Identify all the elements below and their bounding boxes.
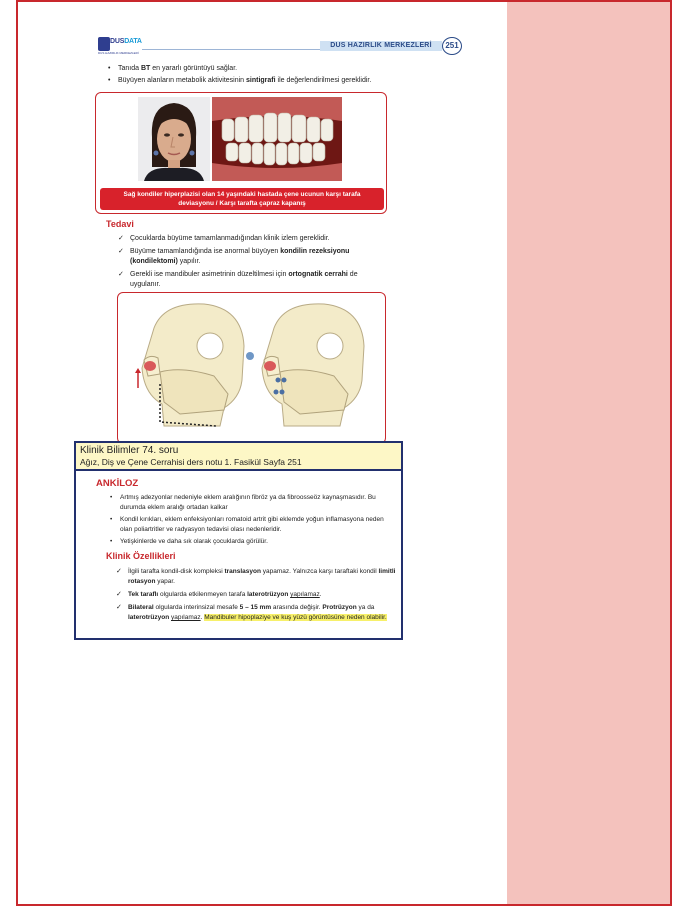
ankiloz-heading: ANKİLOZ xyxy=(96,478,139,489)
klinik-heading: Klinik Özellikleri xyxy=(106,551,176,561)
list-item: • Tanıda BT en yararlı görüntüyü sağlar. xyxy=(108,64,488,74)
figure-caption xyxy=(100,188,384,210)
logo-mark-icon xyxy=(98,37,110,51)
list-item: ✓ Gerekli ise mandibuler asimetrinin düzeltilmesi için ortognatik cerrahi de uygulanır. xyxy=(118,270,386,290)
header-section-label: DUS HAZIRLIK MERKEZLERİ xyxy=(320,41,442,51)
caption-line: Sağ kondiler hiperplazisi olan 14 yaşındaki hastada çene ucunun karşı tarafa xyxy=(123,191,361,198)
list-item: ✓ Büyüme tamamlandığında ise anormal büyüyen kondilin rezeksiyonu (kondilektomi) yapılır. xyxy=(118,247,386,267)
skull-after-illustration xyxy=(244,298,370,430)
skull-before-illustration xyxy=(124,298,250,430)
klinik-list xyxy=(116,567,396,626)
logo-wordmark: DUSDATA xyxy=(110,38,142,45)
reference-overlay-box xyxy=(74,441,403,640)
overlay-header xyxy=(76,443,401,471)
caption-line: deviasyonu / Karşı tarafta çapraz kapanış xyxy=(178,200,306,207)
logo-subtitle: DUS HAZIRLIK MERKEZLERİ xyxy=(98,51,139,55)
overlay-subtitle: Ağız, Diş ve Çene Cerrahisi ders notu 1. Fasikül Sayfa 251 xyxy=(80,457,302,467)
patient-face-photo xyxy=(138,97,210,181)
list-item: • Artmış adezyonlar nedeniyle eklem aralığının fibröz ya da fibroosseöz kaynaşmasıdır. Bu durumda eklem aralığı ortadan kalkar xyxy=(110,493,394,513)
list-item: ✓ Bilateral olgularda interinsizal mesafe 5 – 15 mm arasında değişir. Protrüzyon ya da laterotrüzyon yapılamaz. Mandibuler hipoplaziye ve kuş yüzü görüntüsüne neden olabilir. xyxy=(116,603,396,623)
highlighted-text: Mandibuler hipoplaziye ve kuş yüzü görüntüsüne neden olabilir. xyxy=(204,614,387,621)
ankiloz-bullet-list xyxy=(110,493,394,549)
page-number: 251 xyxy=(442,37,462,55)
list-item: ✓ Çocuklarda büyüme tamamlanmadığından klinik izlem gereklidir. xyxy=(118,234,386,244)
tedavi-heading: Tedavi xyxy=(106,219,134,229)
intro-bullet-list xyxy=(108,64,488,88)
list-item: • Kondil kırıkları, eklem enfeksiyonları romatoid artrit gibi eklemde yoğun inflamasyona neden olan poliartritler ve radyasyon tedavisi olası nedenleridir. xyxy=(110,515,394,535)
list-item: ✓ İlgili tarafta kondil-disk kompleksi translasyon yapamaz. Yalnızca karşı taraftaki kondil limitli rotasyon yapar. xyxy=(116,567,396,587)
list-item: • Büyüyen alanların metabolik aktivitesinin sintigrafi ile değerlendirilmesi gereklidir. xyxy=(108,76,488,86)
overlay-title: Klinik Bilimler 74. soru xyxy=(80,445,179,456)
list-item: • Yetişkinlerde ve daha sık olarak çocuklarda görülür. xyxy=(110,537,394,547)
list-item: ✓ Tek taraflı olgularda etkilenmeyen tarafa laterotrüzyon yapılamaz. xyxy=(116,590,396,600)
dental-occlusion-photo xyxy=(212,97,342,181)
dusdata-logo xyxy=(98,37,140,57)
tedavi-list xyxy=(118,234,386,293)
right-margin-panel xyxy=(507,2,670,904)
